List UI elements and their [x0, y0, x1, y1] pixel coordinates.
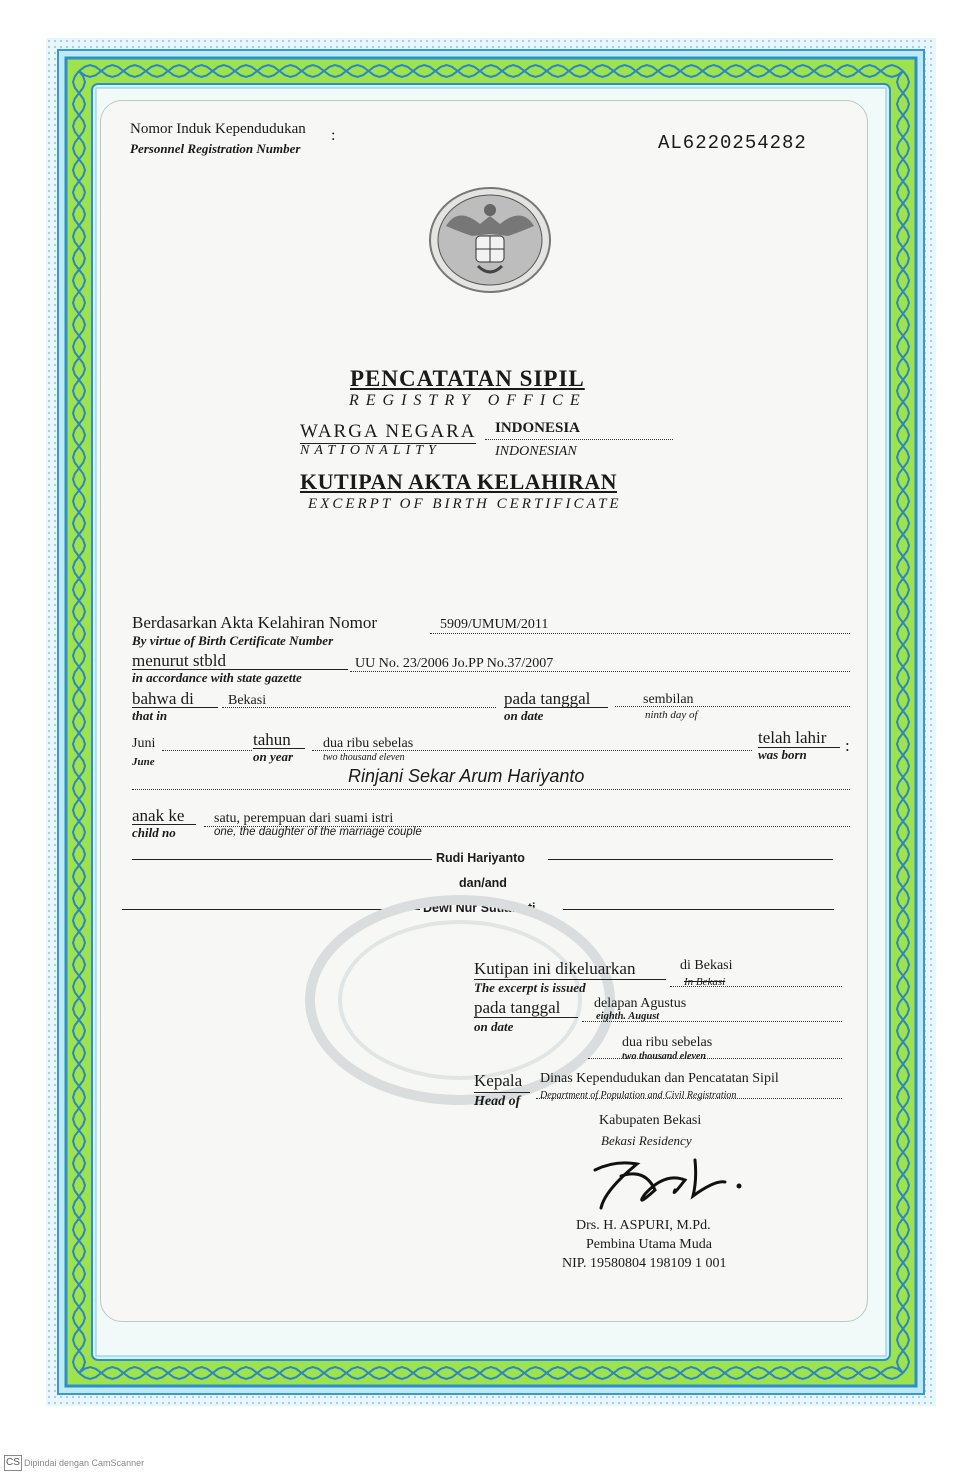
garuda-emblem-icon — [428, 186, 552, 294]
year-value-en: two thousand eleven — [323, 752, 405, 763]
regency-en: Bekasi Residency — [601, 1133, 692, 1148]
date-value-en: ninth day of — [645, 709, 698, 721]
issued-dots — [670, 986, 842, 987]
signatory-name: Drs. H. ASPURI, M.Pd. — [576, 1218, 711, 1233]
issued-label: Kutipan ini dikeluarkan — [474, 959, 636, 978]
nationality-label-en: NATIONALITY — [300, 443, 441, 458]
born-label: telah lahir — [758, 728, 827, 747]
nationality-dots — [485, 439, 673, 440]
year-label-en: on year — [253, 749, 294, 764]
issued-label-en: The excerpt is issued — [474, 980, 586, 995]
born-underline — [758, 747, 840, 748]
on-date-underline — [474, 1017, 578, 1018]
head-value: Dinas Kependudukan dan Pencatatan Sipil — [540, 1071, 779, 1086]
year-value: dua ribu sebelas — [323, 736, 414, 751]
cert-no-label-en: By virtue of Birth Certificate Number — [132, 633, 334, 648]
head-label-en: Head of — [474, 1094, 521, 1109]
issued-year-value: dua ribu sebelas — [622, 1035, 713, 1050]
place-label-en: that in — [132, 708, 168, 723]
child-no-underline — [132, 824, 196, 825]
on-date-label-en: on date — [474, 1019, 514, 1034]
head-value-en: Department of Population and Civil Registration — [540, 1090, 737, 1101]
on-date-dots — [582, 1021, 842, 1022]
child-no-label-en: child no — [132, 825, 176, 840]
signatory-rank: Pembina Utama Muda — [586, 1237, 712, 1252]
place-value: Bekasi — [228, 693, 267, 708]
document-title-en: EXCERPT OF BIRTH CERTIFICATE — [308, 496, 622, 512]
father-line-left — [132, 859, 432, 860]
place-underline — [132, 707, 218, 708]
born-colon: : — [845, 736, 850, 755]
date-dots — [615, 706, 850, 707]
on-date-label: pada tanggal — [474, 998, 561, 1017]
on-date-value: delapan Agustus — [594, 996, 687, 1011]
mother-name: Dewi Nur Sutiawati — [423, 901, 536, 915]
stbld-value: UU No. 23/2006 Jo.PP No.37/2007 — [355, 656, 554, 671]
office-title-en: REGISTRY OFFICE — [349, 392, 587, 409]
month-value-en: June — [132, 756, 155, 768]
date-underline — [504, 707, 608, 708]
year-dots — [312, 750, 752, 751]
cert-no-dots — [430, 633, 850, 634]
head-dots — [536, 1098, 842, 1099]
child-name-dots — [132, 789, 850, 790]
cert-no-label: Berdasarkan Akta Kelahiran Nomor — [132, 613, 377, 632]
month-value: Juni — [132, 736, 156, 751]
signature-icon — [575, 1150, 755, 1220]
camscanner-text: Dipindai dengan CamScanner — [24, 1458, 145, 1468]
nationality-value-en: INDONESIAN — [495, 444, 577, 459]
place-dots — [222, 707, 496, 708]
document-title: KUTIPAN AKTA KELAHIRAN — [300, 469, 618, 494]
child-no-value: satu, perempuan dari suami istri — [214, 811, 394, 826]
issued-underline — [474, 979, 666, 980]
issued-year-value-en: two thousand eleven — [622, 1051, 706, 1062]
month-dots — [162, 750, 252, 751]
stbld-dots — [350, 671, 850, 672]
place-label: bahwa di — [132, 689, 194, 708]
cert-no-value: 5909/UMUM/2011 — [440, 617, 549, 632]
year-label: tahun — [253, 730, 291, 749]
child-name: Rinjani Sekar Arum Hariyanto — [348, 766, 585, 786]
office-title: PENCATATAN SIPIL — [350, 366, 585, 391]
date-label-en: on date — [504, 708, 544, 723]
date-value: sembilan — [643, 692, 694, 707]
head-label: Kepala — [474, 1071, 523, 1090]
on-date-value-en: eighth. August — [596, 1011, 660, 1022]
signatory-nip: NIP. 19580804 198109 1 001 — [562, 1256, 727, 1271]
child-no-dots — [204, 826, 850, 827]
stbld-label: menurut stbld — [132, 651, 226, 670]
issued-year-dots — [588, 1058, 842, 1059]
born-label-en: was born — [758, 747, 807, 762]
nationality-label: WARGA NEGARA — [300, 421, 477, 442]
nik-label-en: Personnel Registration Number — [130, 141, 301, 156]
issued-value: di Bekasi — [680, 958, 733, 973]
nik-label: Nomor Induk Kependudukan — [130, 121, 306, 137]
stbld-underline — [132, 669, 348, 670]
nationality-underline — [300, 443, 476, 444]
nik-value: AL6220254282 — [658, 132, 807, 154]
and-conjunction: dan/and — [459, 876, 507, 890]
father-name: Rudi Hariyanto — [436, 851, 525, 865]
issued-value-en: In Bekasi — [684, 976, 726, 988]
child-no-label: anak ke — [132, 806, 185, 825]
camscanner-badge: CS — [4, 1455, 22, 1471]
stbld-label-en: in accordance with state gazette — [132, 670, 302, 685]
nationality-value: INDONESIA — [495, 420, 581, 436]
father-line-right — [548, 859, 833, 860]
regency: Kabupaten Bekasi — [599, 1113, 702, 1128]
child-no-value-en: one, the daughter of the marriage couple — [214, 826, 422, 838]
nik-colon: : — [331, 127, 336, 144]
head-underline — [474, 1092, 530, 1093]
year-underline — [253, 748, 305, 749]
date-label: pada tanggal — [504, 689, 591, 708]
